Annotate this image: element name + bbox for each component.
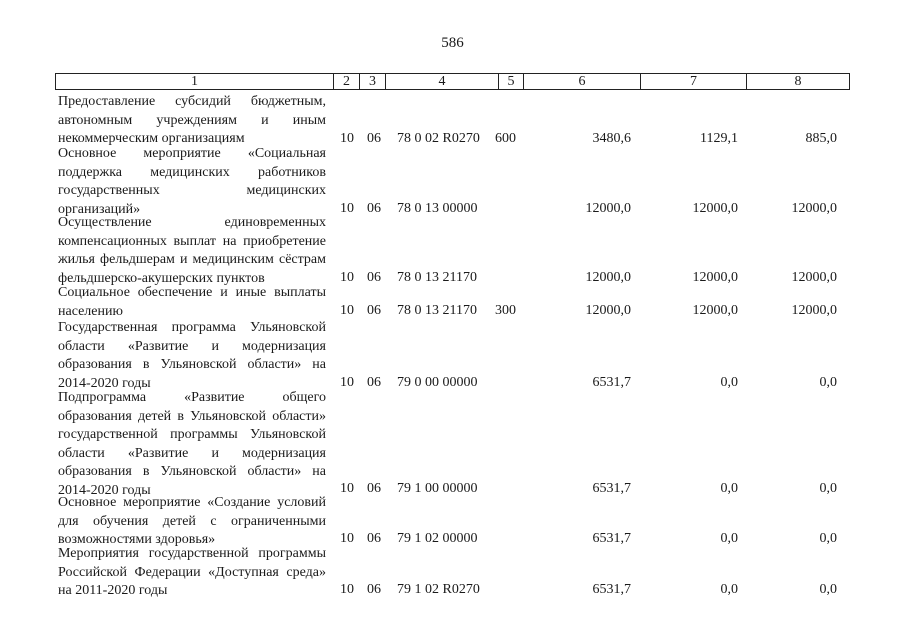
row-target-code: 79 1 02 00000: [397, 531, 478, 546]
row-section: 10: [340, 303, 354, 318]
row-target-code: 79 1 00 00000: [397, 481, 478, 496]
row-description: Подпрограмма «Развитие общего образования детей в Ульяновской области» государственной программы Ульяновской области «Развитие и модернизация образования в Ульяновской области» на 2014-2020 годы: [58, 390, 326, 498]
row-amount-6: 3480,6: [592, 131, 631, 146]
row-amount-8: 885,0: [805, 131, 837, 146]
row-amount-7: 12000,0: [692, 270, 738, 285]
row-expense-type: 600: [495, 131, 516, 146]
row-description: Основное мероприятие «Социальная поддержка медицинских работников государственных медицинских организаций»: [58, 146, 326, 217]
row-section: 10: [340, 481, 354, 496]
column-header-2: 2: [333, 74, 359, 89]
row-description: Основное мероприятие «Создание условий для обучения детей с ограниченными возможностями здоровья»: [58, 495, 326, 547]
column-header-7: 7: [640, 74, 746, 89]
column-header-6: 6: [523, 74, 640, 89]
column-header-4: 4: [385, 74, 498, 89]
row-subsection: 06: [367, 481, 381, 496]
row-subsection: 06: [367, 303, 381, 318]
row-amount-7: 0,0: [720, 375, 738, 390]
column-header-3: 3: [359, 74, 385, 89]
row-target-code: 79 1 02 R0270: [397, 582, 480, 597]
column-header-5: 5: [498, 74, 523, 89]
row-target-code: 78 0 13 21170: [397, 270, 477, 285]
row-description: Осуществление единовременных компенсационных выплат на приобретение жилья фельдшерам и медицинским сёстрам фельдшерско-акушерских пунктов: [58, 215, 326, 286]
row-amount-6: 6531,7: [592, 481, 631, 496]
column-header-8: 8: [746, 74, 849, 89]
row-section: 10: [340, 131, 354, 146]
row-target-code: 78 0 13 21170: [397, 303, 477, 318]
row-amount-8: 0,0: [819, 481, 837, 496]
row-amount-6: 6531,7: [592, 375, 631, 390]
row-section: 10: [340, 375, 354, 390]
row-target-code: 78 0 02 R0270: [397, 131, 480, 146]
row-target-code: 79 0 00 00000: [397, 375, 478, 390]
row-amount-6: 6531,7: [592, 531, 631, 546]
row-description: Социальное обеспечение и иные выплаты населению: [58, 285, 326, 319]
row-description: Государственная программа Ульяновской области «Развитие и модернизация образования в Ульяновской области» на 2014-2020 годы: [58, 320, 326, 391]
row-amount-7: 0,0: [720, 531, 738, 546]
row-amount-6: 12000,0: [585, 270, 631, 285]
row-amount-6: 12000,0: [585, 201, 631, 216]
row-section: 10: [340, 201, 354, 216]
row-amount-8: 12000,0: [791, 201, 837, 216]
row-amount-7: 0,0: [720, 582, 738, 597]
row-section: 10: [340, 582, 354, 597]
row-amount-7: 12000,0: [692, 303, 738, 318]
row-amount-8: 12000,0: [791, 303, 837, 318]
row-amount-7: 1129,1: [700, 131, 738, 146]
row-amount-7: 0,0: [720, 481, 738, 496]
row-amount-8: 12000,0: [791, 270, 837, 285]
row-subsection: 06: [367, 131, 381, 146]
row-amount-6: 6531,7: [592, 582, 631, 597]
row-amount-8: 0,0: [819, 531, 837, 546]
row-subsection: 06: [367, 201, 381, 216]
row-subsection: 06: [367, 375, 381, 390]
row-section: 10: [340, 270, 354, 285]
column-header-1: 1: [191, 74, 198, 89]
row-description: Мероприятия государственной программы Российской Федерации «Доступная среда» на 2011-2020 годы: [58, 546, 326, 598]
row-amount-8: 0,0: [819, 375, 837, 390]
row-subsection: 06: [367, 531, 381, 546]
row-amount-8: 0,0: [819, 582, 837, 597]
row-expense-type: 300: [495, 303, 516, 318]
row-amount-6: 12000,0: [585, 303, 631, 318]
row-subsection: 06: [367, 582, 381, 597]
row-subsection: 06: [367, 270, 381, 285]
page-number: 586: [441, 35, 464, 51]
row-target-code: 78 0 13 00000: [397, 201, 478, 216]
row-section: 10: [340, 531, 354, 546]
table-header: [55, 73, 850, 90]
row-description: Предоставление субсидий бюджетным, автономным учреждениям и иным некоммерческим организациям: [58, 94, 326, 146]
row-amount-7: 12000,0: [692, 201, 738, 216]
